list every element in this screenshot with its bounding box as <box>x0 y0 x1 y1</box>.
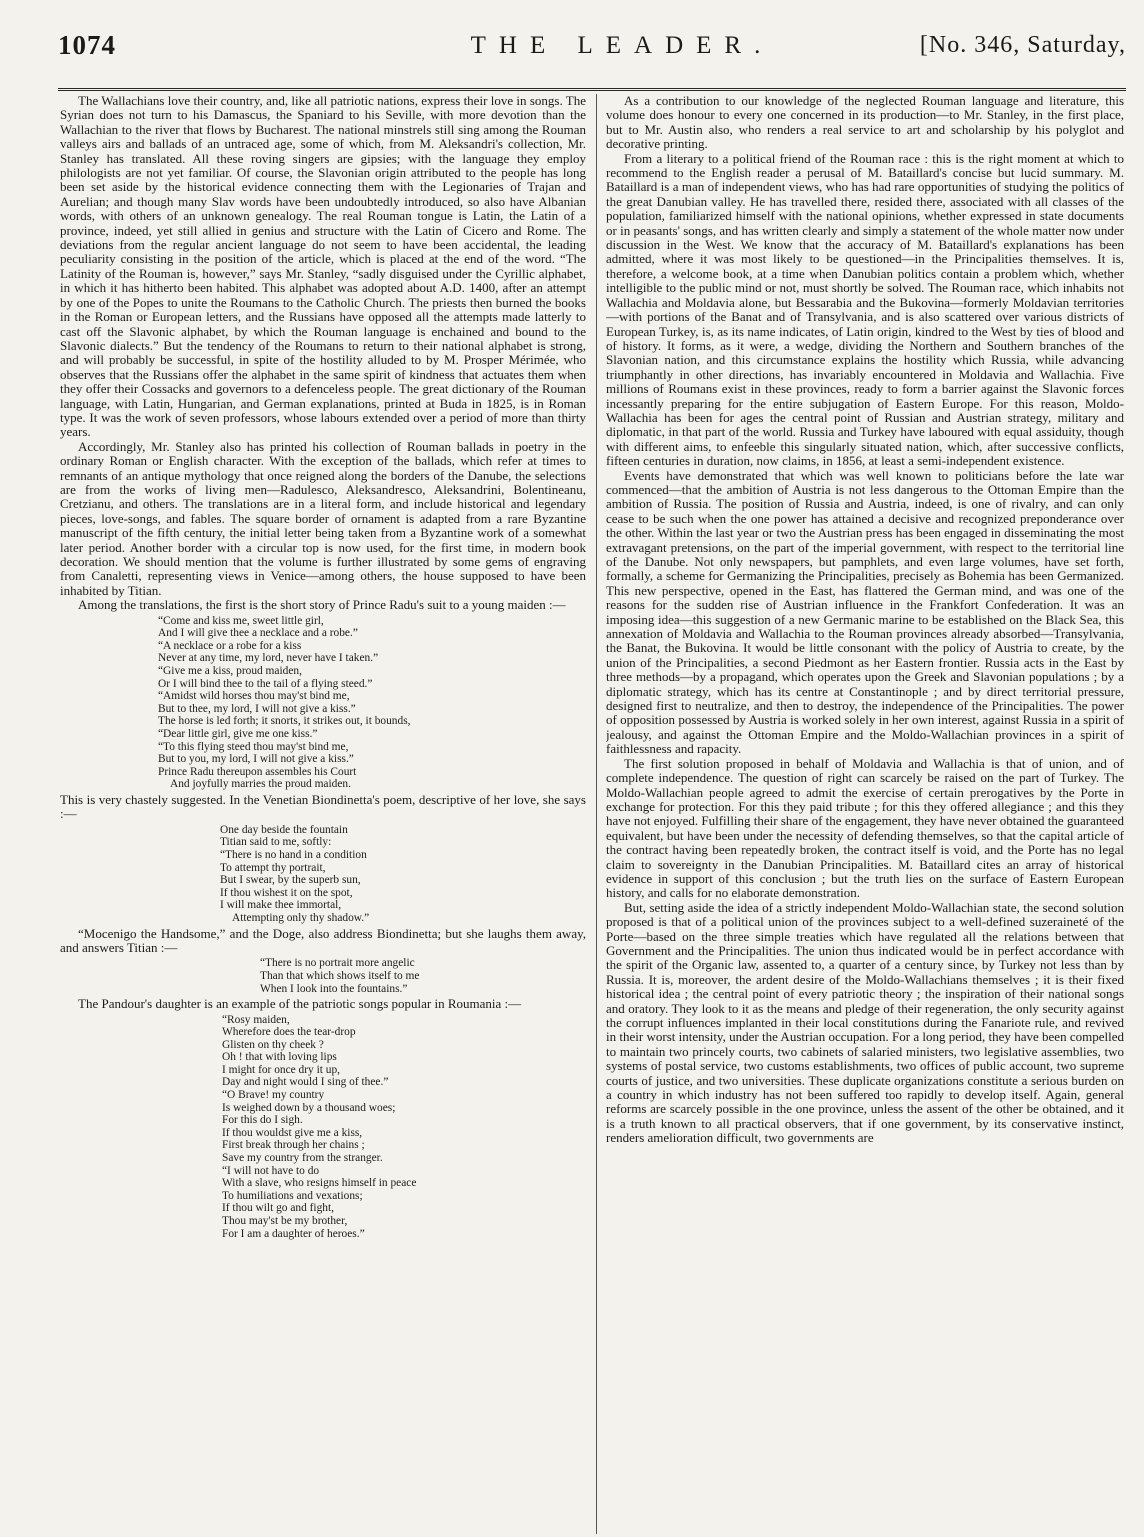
poem-line: Oh ! that with loving lips <box>222 1051 337 1064</box>
poem-line: “O Brave! my country <box>222 1089 325 1102</box>
newspaper-title: THE LEADER. <box>470 32 774 59</box>
poem-line: But I swear, by the superb sun, <box>220 874 361 887</box>
poem-line: With a slave, who resigns himself in peace <box>222 1177 417 1190</box>
poem-line: “Come and kiss me, sweet little girl, <box>158 614 324 627</box>
poem-line: “A necklace or a robe for a kiss <box>158 639 302 652</box>
paragraph: The Wallachians love their country, and, like all patriotic nations, express their love in songs. The Syrian does not turn to his Damascus, the Spaniard to his Seville, with more devotion than the Wallachian to the river that flows by Bucharest. The national minstrels still sing among the Rouman valleys airs and ballads of an untraced age, some of which, from M. Aleksandri's collection, Mr. Stanley has translated. All these roving singers are gipsies; with the language they employ philologists are not yet familiar. Of course, the Slavonian origin attributed to the people has long been set aside by the historical evidence connecting them with the Legionaries of Trajan and Aurelian; and though many Slav words have been undoubtedly introduced, so also have Albanian words, with others of an unknown genealogy. The real Rouman tongue is Latin, the Latin of a province, indeed, yet still allied in genius and structure with the Latin of Cicero and Rome. The deviations from the regular ancient language do not seem to have been accidental, the leading peculiarity consisting in the position of the article, which is placed at the end of the word. “The Latinity of the Rouman is, however,” says Mr. Stanley, “sadly disguised under the Cyrillic alphabet, in which it has hitherto been habited. This alphabet was adopted about A.D. 1400, after an attempt by one of the Popes to unite the Roumans to the Catholic Church. The priests then burned the books in the Roman or European letters, and the Russians have opposed all the attempts made latterly to cast off the Slavonic alphabet, by which the Rouman language is enchained and bound to the Slavonic dialects.” But the tendency of the Roumans to return to their national alphabet is strong, and will probably be successful, in spite of the hostility alluded to by M. Prosper Mérimée, who observes that the Russians offer the alphabet in the same spirit of kindness that actuates them when they offer their Cossacks and governors to a defenceless people. The great dictionary of the Rouman language, with Latin, Hungarian, and German explanations, printed at Buda in 1825, is in Roman type. It was the work of seven professors, whose labours extended over a period of more than thirty years. <box>60 94 586 440</box>
paragraph: As a contribution to our knowledge of the neglected Rouman language and literature, this volume does honour to every one concerned in its production—to Mr. Stanley, in the first place, but to Mr. Austin also, who renders a real service to art and scholarship by his polyglot and decorative printing. <box>606 94 1124 152</box>
poem-line: But to you, my lord, I will not give a kiss.” <box>158 753 354 766</box>
poem-line: Wherefore does the tear-drop <box>222 1026 356 1039</box>
paragraph: Among the translations, the first is the short story of Prince Radu's suit to a young maiden :— <box>78 597 566 613</box>
poem-line: “Dear little girl, give me one kiss.” <box>158 727 318 740</box>
paragraph: The Pandour's daughter is an example of the patriotic songs popular in Roumania :— <box>78 996 522 1012</box>
poem-line: Prince Radu thereupon assembles his Court <box>158 765 357 778</box>
header-rule <box>58 88 1126 91</box>
poem-line: “I will not have to do <box>222 1164 320 1177</box>
poem-line: To humiliations and vexations; <box>222 1189 363 1202</box>
poem-line: “Amidst wild horses thou may'st bind me, <box>158 690 350 703</box>
poem-line: For I am a daughter of heroes.” <box>222 1227 365 1240</box>
poem-line: “There is no portrait more angelic <box>260 957 415 970</box>
poem-line: I will make thee immortal, <box>220 899 342 912</box>
poem-line: When I look into the fountains.” <box>260 982 408 995</box>
poem-biondinetta <box>220 824 586 925</box>
poem-line: Save my country from the stranger. <box>222 1152 383 1165</box>
column-divider <box>596 94 597 1534</box>
poem-prince-radu <box>158 615 586 791</box>
poem-line: And I will give thee a necklace and a robe.” <box>158 627 358 640</box>
poem-line: “Rosy maiden, <box>222 1013 290 1026</box>
left-column <box>60 94 586 1532</box>
page-header <box>58 30 1126 64</box>
poem-line: Day and night would I sing of thee.” <box>222 1076 389 1089</box>
poem-line: “Give me a kiss, proud maiden, <box>158 665 302 677</box>
poem-line: And joyfully marries the proud maiden. <box>170 778 351 791</box>
poem-line: Is weighed down by a thousand woes; <box>222 1101 396 1114</box>
poem-fountains <box>260 957 586 995</box>
paragraph: The first solution proposed in behalf of Moldavia and Wallachia is that of union, and of complete independence. The question of right can scarcely be raised on the part of Turkey. The Moldo-Wallachian people agreed to admit the exercise of certain prerogatives by the Porte in exchange for protection. For this they paid tribute ; for this they offered allegiance ; and this they have not enjoyed. Fulfilling their share of the engagement, they have never obtained the guaranteed equivalent, but have been under the necessity of defending themselves, so that the capital article of the contract having been repeatedly broken, the contract itself is void, and the Porte has no legal claim to sovereignty in the Danubian Principalities. M. Bataillard cites an array of historical evidence in support of this conclusion ; but the truth lies on the surface of Eastern European history, and calls for no elaborate demonstration. <box>606 755 1124 901</box>
paragraph: But, setting aside the idea of a strictly independent Moldo-Wallachian state, the second solution proposed is that of a political union of the provinces subject to a well-defined suzeraineté of the Porte—based on the three simple treaties which have regulated all the relations between that Government and the Principalities. The union thus indicated would be in perfect accordance with the spirit of the Organic law, assented to, a quarter of a century since, by Turkey not less than by Russia. It is, moreover, the ardent desire of the Moldo-Wallachians themselves ; it is their fixed historical idea ; the central point of every patriotic theory ; the inspiration of their national songs and oratory. They look to it as the means and pledge of their regeneration, the only security against the corrupt influences implanted in their local constitutions during the Fanariote rule, and revived in their worst intensity, under the Austrian occupation. For a long period, they have been compelled to maintain two princely courts, two cabinets of salaried ministers, two legislative assemblies, two systems of postal service, two customs establishments, two offices of public account, two supreme courts of justice, and two universities. These duplicate organizations constitute a serious burden on a country in which industry has not been suffered too rapidly to develop itself. Again, general reforms are scarcely possible in the one province, unless the assent of the other be obtained, and it is a truth known to all practical observers, that if one government, by its conservative instinct, renders amelioration difficult, two governments are <box>606 899 1124 1146</box>
poem-line: Titian said to me, softly: <box>220 836 332 849</box>
poem-line: First break through her chains ; <box>222 1139 365 1152</box>
paragraph: “Mocenigo the Handsome,” and the Doge, also address Biondinetta; but she laughs them away, and answers Titian :— <box>60 925 586 955</box>
poem-line: Attempting only thy shadow.” <box>232 911 370 924</box>
poem-line: Glisten on thy cheek ? <box>222 1038 324 1051</box>
paragraph: From a literary to a political friend of the Rouman race : this is the right moment at which to recommend to the English reader a perusal of M. Bataillard's concise but lucid summary. M. Bataillard is a man of independent views, who has had rare opportunities of studying the politics of the great Danubian valley. He has travelled there, resided there, associated with all classes of the population, familiarized himself with the national opinions, whether expressed in state documents or in peasants' songs, and has written clearly and simply a statement of the whole matter now under discussion in the West. We know that the accuracy of M. Bataillard's explanations has been admitted, where it was most likely to be questioned—in the Principalities themselves. It is, therefore, a welcome book, at a time when Danubian politics contain a problem which, whether intelligible to the public mind or not, must shortly be solved. The Rouman race, which inhabits not Wallachia and Moldavia alone, but Bessarabia and the Bukovina—formerly Moldavian territories—with portions of the Banat and of Transylvania, and is also scattered over various districts of European Turkey, is, as its name indicates, of Latin origin, kindred to the West by ties of blood and of history. It forms, as it were, a wedge, dividing the Northern and Southern branches of the Slavonian nation, and this circumstance explains the hostility which Russia, while advancing triumphantly in other directions, has invariably encountered in Moldavia and Wallachia. Five millions of Roumans exist in these provinces, ready to form a barrier against the Slavonic forces incessantly preparing for the entire subjugation of Eastern Europe. For this reason, Moldo-Wallachia has been for ages the central point of Russian and Austrian strategy, military and diplomatic, in that part of the world. Russia and Turkey have laboured with equal assiduity, though with different aims, to enfeeble this singularly situated nation, which, after successive conflicts, fifteen centuries in duration, now claims, in 1856, at least a semi-independent existence. <box>606 150 1124 469</box>
paragraph: Accordingly, Mr. Stanley also has printed his collection of Rouman ballads in poetry in the ordinary Roman or English character. With the exception of the ballads, which refer at times to remnants of an antique mythology that once reigned along the borders of the Danube, the selections are from the works of living men—Radulesco, Aleksandresco, Aleksandrini, Bolentineanu, Cretzianu, and others. The translations are in a literal form, and include historical and legendary pieces, love-songs, and fables. The square border of ornament is adapted from a rare Byzantine manuscript of the fifth century, the initial letter being taken from a Byzantine work of a somewhat later period. Another border with a circular top is now used, for the first time, in modern book decoration. We should mention that the volume is further illustrated by some gems of engraving from Canaletti, representing views in Venice—among others, the house supposed to have been inhabited by Titian. <box>60 438 586 598</box>
paragraph: This is very chastely suggested. In the Venetian Biondinetta's poem, descriptive of her love, she says :— <box>60 791 586 822</box>
poem-line: If thou wishest it on the spot, <box>220 886 353 899</box>
poem-line: One day beside the fountain <box>220 823 348 836</box>
poem-line: Than that which shows itself to me <box>260 969 420 982</box>
issue-info: [No. 346, Saturday, <box>919 32 1126 58</box>
poem-line: To attempt thy portrait, <box>220 861 326 874</box>
poem-line: “There is no hand in a condition <box>220 848 367 861</box>
poem-line: “To this flying steed thou may'st bind me, <box>158 740 349 753</box>
poem-line: If thou wouldst give me a kiss, <box>222 1126 363 1139</box>
poem-line: If thou wilt go and fight, <box>222 1202 334 1215</box>
paragraph: Events have demonstrated that which was well known to politicians before the late war commenced—that the ambition of Austria is not less dangerous to the Ottoman Empire than the ambition of Russia. The position of Russia and Austria, indeed, is one of rivalry, and can only cease to be such when the one power has attained a decisive and recognized preponderance over the other. Within the last year or two the Austrian press has been engaged in disseminating the most extravagant pretensions, on the part of the imperial government, with respect to the territorial line of the Danube. Not only newspapers, but pamphlets, and even large volumes, have set forth, formally, a scheme for Germanizing the Principalities, precisely as Bohemia has been Germanized. This new perspective, opened in the East, has flattered the German mind, and was one of the reasons for the sudden rise of Austrian influence in the Frankfort Confederation. It was an imposing idea—this suggestion of a new Germanic marine to be established on the Black Sea, this annexation of Moldavia and Wallachia to the Rouman provinces already absorbed—Transylvania, the Banat, the Bukovina. It would be little consonant with the policy of Austria to create, by the union of the Principalities, a second Piedmont as her Eastern frontier. Russia acts in the East by three methods—by a propagand, which operates upon the Greek and Slavonian populations ; by a diplomatic strategy, which has its centre at Constantinople ; and by direct territorial pressure, designed first to neutralize, and then to destroy, the independence of the Principalities. The power of opposition possessed by Austria is worked solely in her own interest, against Russia in a spirit of jealousy, and against the Ottoman Empire and the Moldo-Wallachian provinces in a spirit of faithlessness and rapacity. <box>606 467 1124 757</box>
poem-pandours-daughter <box>222 1014 586 1241</box>
poem-line: But to thee, my lord, I will not give a kiss.” <box>158 702 356 715</box>
right-column <box>606 94 1124 1532</box>
poem-line: Or I will bind thee to the tail of a flying steed.” <box>158 677 373 690</box>
poem-line: Never at any time, my lord, never have I taken.” <box>158 652 379 665</box>
page-number: 1074 <box>58 30 116 60</box>
poem-line: Thou may'st be my brother, <box>222 1215 348 1227</box>
poem-line: For this do I sigh. <box>222 1114 303 1127</box>
poem-line: The horse is led forth; it snorts, it strikes out, it bounds, <box>158 715 411 728</box>
poem-line: I might for once dry it up, <box>222 1063 340 1076</box>
